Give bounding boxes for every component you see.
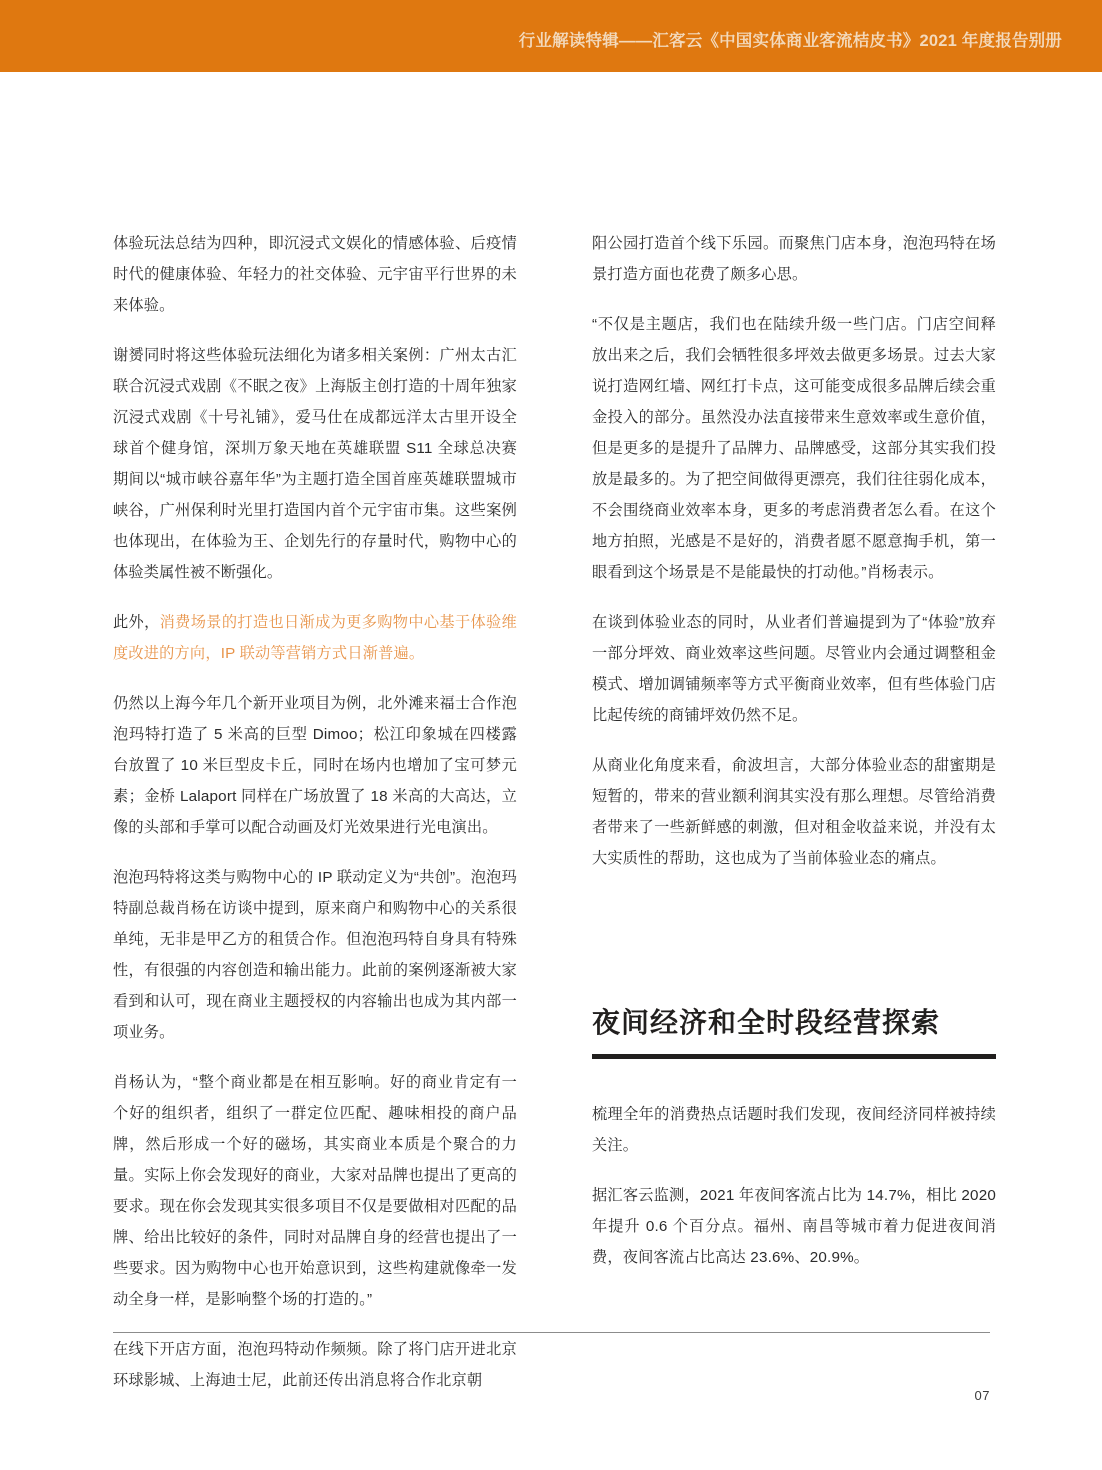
paragraph: 体验玩法总结为四种，即沉浸式文娱化的情感体验、后疫情时代的健康体验、年轻力的社交体验、元宇宙平行世界的未来体验。 (113, 235, 517, 314)
paragraph-highlighted (113, 607, 517, 669)
paragraph: 肖杨认为，“整个商业都是在相互影响。好的商业肯定有一个好的组织者，组织了一群定位匹配、趣味相投的商户品牌，然后形成一个好的磁场，其实商业本质是个聚合的力量。实际上你会发现好的商业，大家对品牌也提出了更高的要求。现在你会发现其实很多项目不仅是要做相对匹配的品牌、给出比较好的条件，同时对品牌自身的经营也提出了一些要求。因为购物中心也开始意识到，这些构建就像牵一发动全身一样，是影响整个场的打造的。” (113, 1074, 517, 1308)
paragraph-lead: 此外， (113, 614, 160, 631)
footer-divider (113, 1332, 990, 1333)
page-header-title: 行业解读特辑——汇客云《中国实体商业客流桔皮书》2021 年度报告别册 (518, 32, 1062, 50)
section-heading-rule (592, 1054, 996, 1059)
paragraph: 谢赟同时将这些体验玩法细化为诸多相关案例：广州太古汇联合沉浸式戏剧《不眠之夜》上海版主创打造的十周年独家沉浸式戏剧《十号礼铺》，爱马仕在成都远洋太古里开设全球首个健身馆，深圳万象天地在英雄联盟 S11 全球总决赛期间以“城市峡谷嘉年华”为主题打造全国首座英雄联盟城市峡谷，广州保利时光里打造国内首个元宇宙市集。这些案例也体现出，在体验为王、企划先行的存量时代，购物中心的体验类属性被不断强化。 (113, 347, 517, 581)
right-text-column (592, 228, 996, 1273)
paragraph: 仍然以上海今年几个新开业项目为例，北外滩来福士合作泡泡玛特打造了 5 米高的巨型 Dimoo；松江印象城在四楼露台放置了 10 米巨型皮卡丘，同时在场内也增加了宝可梦元素；金桥 Lalaport 同样在广场放置了 18 米高的大高达，立像的头部和手掌可以配合动画及灯光效果进行光电演出。 (113, 695, 517, 836)
paragraph-highlight-text: 消费场景的打造也日渐成为更多购物中心基于体验维度改进的方向，IP 联动等营销方式日渐普遍。 (113, 614, 517, 662)
paragraph: 从商业化角度来看，俞波坦言，大部分体验业态的甜蜜期是短暂的，带来的营业额利润其实没有那么理想。尽管给消费者带来了一些新鲜感的刺激，但对租金收益来说，并没有太大实质性的帮助，这也成为了当前体验业态的痛点。 (592, 757, 996, 867)
section-heading: 夜间经济和全时段经营探索 (592, 1007, 941, 1038)
paragraph: 泡泡玛特将这类与购物中心的 IP 联动定义为“共创”。泡泡玛特副总裁肖杨在访谈中提到，原来商户和购物中心的关系很单纯，无非是甲乙方的租赁合作。但泡泡玛特自身具有特殊性，有很强的内容创造和输出能力。此前的案例逐渐被大家看到和认可，现在商业主题授权的内容输出也成为其内部一项业务。 (113, 869, 517, 1041)
paragraph: 在谈到体验业态的同时，从业者们普遍提到为了“体验”放弃一部分坪效、商业效率这些问题。尽管业内会通过调整租金模式、增加调铺频率等方式平衡商业效率，但有些体验门店比起传统的商铺坪效仍然不足。 (592, 614, 996, 724)
paragraph: “不仅是主题店，我们也在陆续升级一些门店。门店空间释放出来之后，我们会牺牲很多坪效去做更多场景。过去大家说打造网红墙、网红打卡点，这可能变成很多品牌后续会重金投入的部分。虽然没办法直接带来生意效率或生意价值，但是更多的是提升了品牌力、品牌感受，这部分其实我们投放是最多的。为了把空间做得更漂亮，我们往往弱化成本，不会围绕商业效率本身，更多的考虑消费者怎么看。在这个地方拍照，光感是不是好的，消费者愿不愿意掏手机，第一眼看到这个场景是不是能最快的打动他。”肖杨表示。 (592, 316, 996, 581)
paragraph: 阳公园打造首个线下乐园。而聚焦门店本身，泡泡玛特在场景打造方面也花费了颇多心思。 (592, 235, 996, 283)
page-number: 07 (974, 1388, 990, 1403)
paragraph: 梳理全年的消费热点话题时我们发现，夜间经济同样被持续关注。 (592, 1106, 996, 1154)
paragraph: 在线下开店方面，泡泡玛特动作频频。除了将门店开进北京环球影城、上海迪士尼，此前还传出消息将合作北京朝 (113, 1341, 517, 1389)
page-header-band (0, 0, 1102, 72)
left-text-column (113, 228, 517, 1396)
paragraph: 据汇客云监测，2021 年夜间客流占比为 14.7%，相比 2020 年提升 0.6 个百分点。福州、南昌等城市着力促进夜间消费，夜间客流占比高达 23.6%、20.9%。 (592, 1187, 996, 1266)
